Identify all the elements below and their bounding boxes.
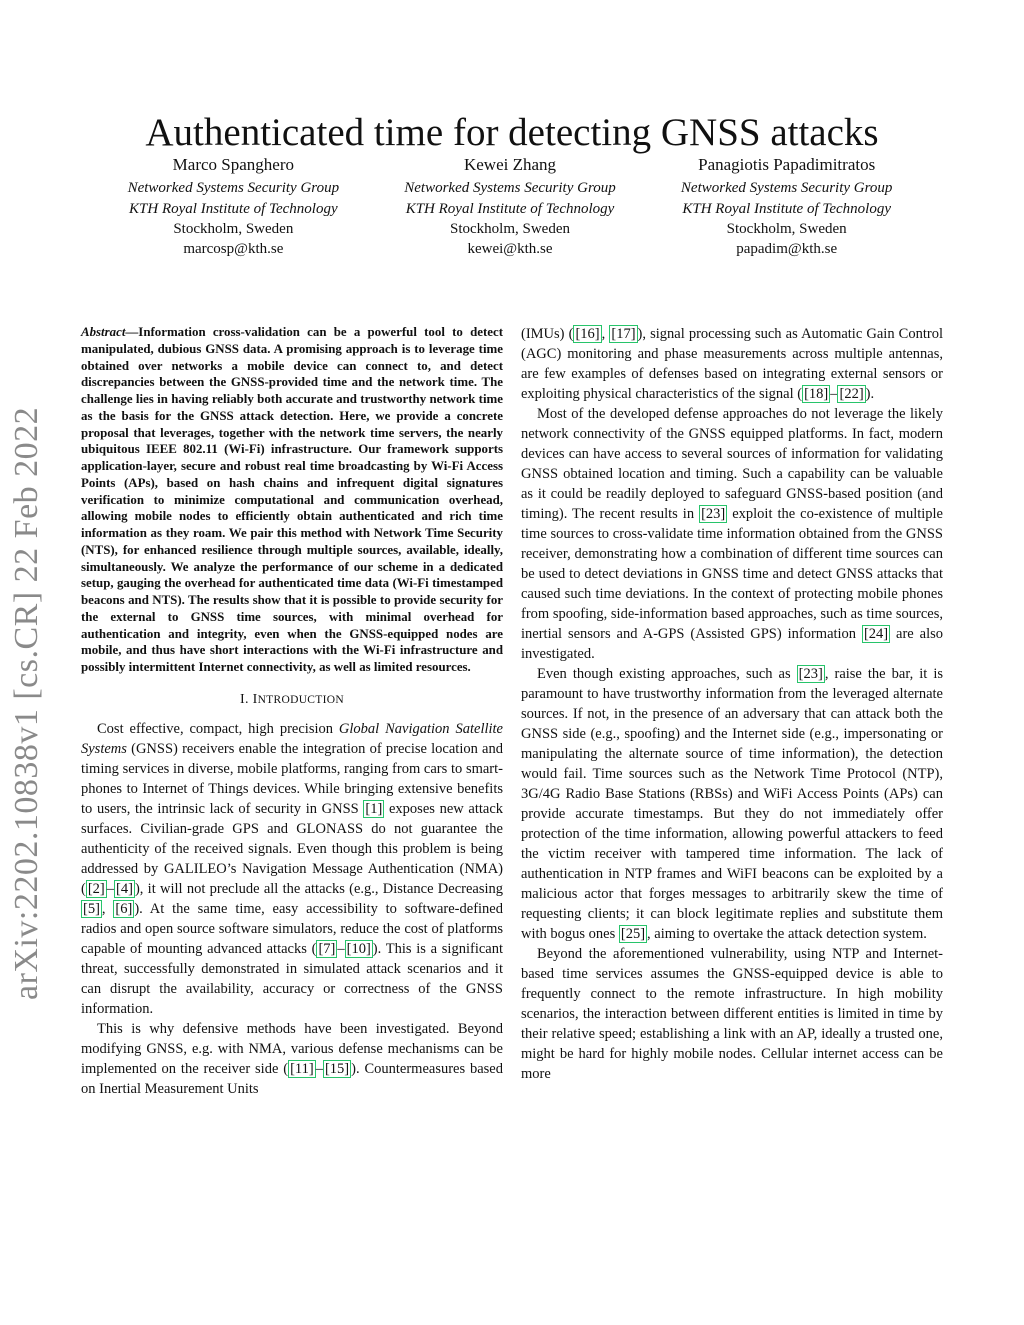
author-group: Networked Systems Security Group xyxy=(680,180,893,197)
right-column xyxy=(521,324,943,1084)
author-block xyxy=(95,155,925,259)
citation-link[interactable]: [18] xyxy=(804,386,829,402)
text-run: , aiming to overtake the attack detection system. xyxy=(647,926,927,942)
citation-link[interactable]: [11] xyxy=(290,1060,314,1077)
citation-link[interactable]: [25] xyxy=(620,926,646,942)
right-paragraph-0 xyxy=(521,324,943,404)
author-email: marcosp@kth.se xyxy=(183,241,284,258)
text-run: exposes new attack surfaces. Civilian-grade GPS and GLONASS do not guarantee the authenticity of the received signals. Even though this problem is being addressed by GALILEO’s Navigation Message Authentication (NMA) ( xyxy=(81,800,503,897)
citation-link[interactable]: [16] xyxy=(575,326,600,342)
paper-title: Authenticated time for detecting GNSS attacks xyxy=(145,111,879,155)
citation-link[interactable]: [10] xyxy=(346,940,371,957)
text-run: ), it will not preclude all the attacks (e.g., Distance Decreasing xyxy=(134,880,503,897)
term-gnss: Global Navigation Satellite Systems xyxy=(81,720,503,757)
intro-paragraph-1 xyxy=(81,719,503,1019)
text-run: Cost effective, compact, high precision xyxy=(97,720,339,737)
text-run: ). This is a significant threat, successfully demonstrated in simulated attack scenarios and it can disrupt the availability, accuracy or correctness of the GNSS information. xyxy=(81,940,503,1017)
author-2 xyxy=(372,155,649,259)
citation-link[interactable]: [2] xyxy=(87,880,105,897)
text-run: This is why defensive methods have been investigated. Beyond modifying GNSS, e.g. with NMA, various defense mechanisms can be implemented on the receiver side ( xyxy=(81,1020,503,1077)
text-run: Beyond the aforementioned vulnerability, using NTP and Internet-based time services assumes the GNSS-equipped device is able to frequently connect to the remote infrastructure. In high mobility scenarios, the interaction between different entities is limited in time by their relative speed; establishing a link with an AP, ideally a trusted one, might be hard for highly mobile nodes. Cellular internet access can be more xyxy=(521,946,943,1082)
author-1 xyxy=(95,155,372,259)
author-email: papadim@kth.se xyxy=(736,241,838,258)
section-numeral: I. xyxy=(240,691,253,707)
text-run: , xyxy=(101,900,114,917)
author-institution: KTH Royal Institute of Technology xyxy=(129,200,338,217)
citation-link[interactable]: [4] xyxy=(116,880,133,897)
text-run: ). xyxy=(865,386,875,402)
author-email: kewei@kth.se xyxy=(467,241,553,258)
citation-link[interactable]: [22] xyxy=(839,386,864,402)
citation-link[interactable]: [1] xyxy=(365,800,383,817)
text-run: , raise the bar, it is paramount to have trustworthy information from the leveraged alternate sources. If not, in the presence of an adversary that can attack both the GNSS side (e.g., spoofing) and the Internet side (e.g., impersonating or manipulating the alternate source of time information), the detection would fail. Time sources such as the Network Time Protocol (NTP), 3G/4G Radio Base Stations (RBSs) and WiFi Access Points (APs) can provide accurate timestamps. But they do not immediately offer protection of the time information, allowing powerful attackers to feed the victim receiver with tampered time information. The lack of authentication in NTP frames and WiFI beacons can be exploited by a malicious actor that forges messages to arbitrarily skew the time of requesting clients; it can block legitimate replies and substitute them with bogus ones xyxy=(521,666,943,942)
section-heading-introduction xyxy=(81,690,503,710)
intro-paragraph-2 xyxy=(81,1019,503,1099)
author-name: Marco Spanghero xyxy=(172,155,294,174)
author-3 xyxy=(648,155,925,259)
author-group: Networked Systems Security Group xyxy=(127,180,340,197)
arxiv-identifier-stamp: arXiv:2202.10838v1 [cs.CR] 22 Feb 2022 xyxy=(8,406,45,1000)
text-run: , xyxy=(601,326,610,342)
text-run: – xyxy=(830,386,838,402)
text-run: Most of the developed defense approaches do not leverage the likely network connectivity of the GNSS equipped platforms. In fact, modern devices can have access to several sources of information for validating GNSS obtained location and timing. Such a capability can be valuable as it could be readily deployed to safeguard GNSS-based position (and timing). The recent results in xyxy=(521,406,943,522)
citation-link[interactable]: [15] xyxy=(324,1060,350,1077)
author-location: Stockholm, Sweden xyxy=(450,220,570,237)
right-paragraph-2 xyxy=(521,664,943,944)
author-location: Stockholm, Sweden xyxy=(173,220,294,237)
text-run: (IMUs) ( xyxy=(521,326,574,342)
text-run: ), signal processing such as Automatic Gain Control (AGC) monitoring and phase measurements across multiple antennas, are few examples of defenses based on integrating external sensors or exploiting physical characteristics of the signal ( xyxy=(521,326,943,402)
citation-link[interactable]: [23] xyxy=(701,506,726,522)
author-location: Stockholm, Sweden xyxy=(726,220,847,237)
citation-link[interactable]: [6] xyxy=(115,900,133,917)
text-run: (GNSS) receivers enable the integration of precise location and timing services in diverse, mobile platforms, ranging from cars to smart-phones to Internet of Things devices. While bringing extensive benefits to users, the intrinsic lack of security in GNSS xyxy=(81,740,503,817)
section-title-rest: NTRODUCTION xyxy=(257,693,344,706)
text-run: ). Countermeasures based on Inertial Measurement Units xyxy=(81,1060,503,1097)
citation-link[interactable]: [7] xyxy=(318,940,336,957)
author-group: Networked Systems Security Group xyxy=(404,180,616,197)
citation-link[interactable]: [24] xyxy=(863,626,889,642)
text-run: – xyxy=(337,940,345,957)
text-run: are also investigated. xyxy=(521,626,944,662)
text-run: – xyxy=(106,880,115,897)
text-run: ). At the same time, easy accessibility to software-defined radios and open source software simulators, reduce the cost of platforms capable of mounting advanced attacks ( xyxy=(81,900,503,957)
abstract-text: —Information cross-validation can be a powerful tool to detect manipulated, dubious GNSS data. A promising approach is to leverage time obtained over networks a mobile device can connect to, and detect discrepancies between the GNSS-provided time and the network time. The challenge lies in having reliably both accurate and trustworthy network time as the basis for the GNSS attack detection. Here, we provide a concrete proposal that leverages, together with the network time servers, the nearly ubiquitous IEEE 802.11 (Wi-Fi) infrastructure. Our framework supports application-layer, secure and robust real time broadcasting by Wi-Fi Access Points (APs), based on hash chains and infrequent digital signatures verification to minimize computational and communication overhead, allowing mobile nodes to efficiently obtain authenticated and rich time information as they roam. We pair this method with Network Time Security (NTS), for enhanced resilience through multiple sources, available, ideally, simultaneously. We analyze the performance of our scheme in a dedicated setup, gauging the overhead for authenticated time data (Wi-Fi timestamped beacons and NTS). The results show that it is possible to provide security for the external to GNSS time sources, with minimal overhead for authentication and integrity, even when the GNSS-equipped nodes are mobile, and thus have short interactions with the Wi-Fi infrastructure and possibly intermittent Internet connectivity, as well as limited resources. xyxy=(81,325,503,674)
text-run: exploit the co-existence of multiple time sources to cross-validate time information obtained from the GNSS receiver, demonstrating how a combination of different time sources can be used to detect deviations in GNSS time and detect GNSS attacks that caused such time deviations. In the context of protecting mobile phones from spoofing, side-information based approaches, such as time sources, inertial sensors and A-GPS (Assisted GPS) information xyxy=(521,506,943,642)
abstract xyxy=(81,324,503,676)
right-paragraph-3 xyxy=(521,944,943,1084)
text-run: – xyxy=(315,1060,323,1077)
author-name: Kewei Zhang xyxy=(463,155,557,174)
author-institution: KTH Royal Institute of Technology xyxy=(405,200,615,217)
citation-link[interactable]: [5] xyxy=(83,900,100,917)
author-institution: KTH Royal Institute of Technology xyxy=(682,200,891,217)
right-paragraph-1 xyxy=(521,404,943,664)
text-run: Even though existing approaches, such as xyxy=(537,666,797,682)
author-name: Panagiotis Papadimitratos xyxy=(698,155,876,174)
citation-link[interactable]: [17] xyxy=(611,326,636,342)
section-first-letter: I xyxy=(252,691,258,707)
left-column xyxy=(81,324,503,1099)
citation-link[interactable]: [23] xyxy=(798,666,823,682)
abstract-label: Abstract xyxy=(81,325,126,339)
